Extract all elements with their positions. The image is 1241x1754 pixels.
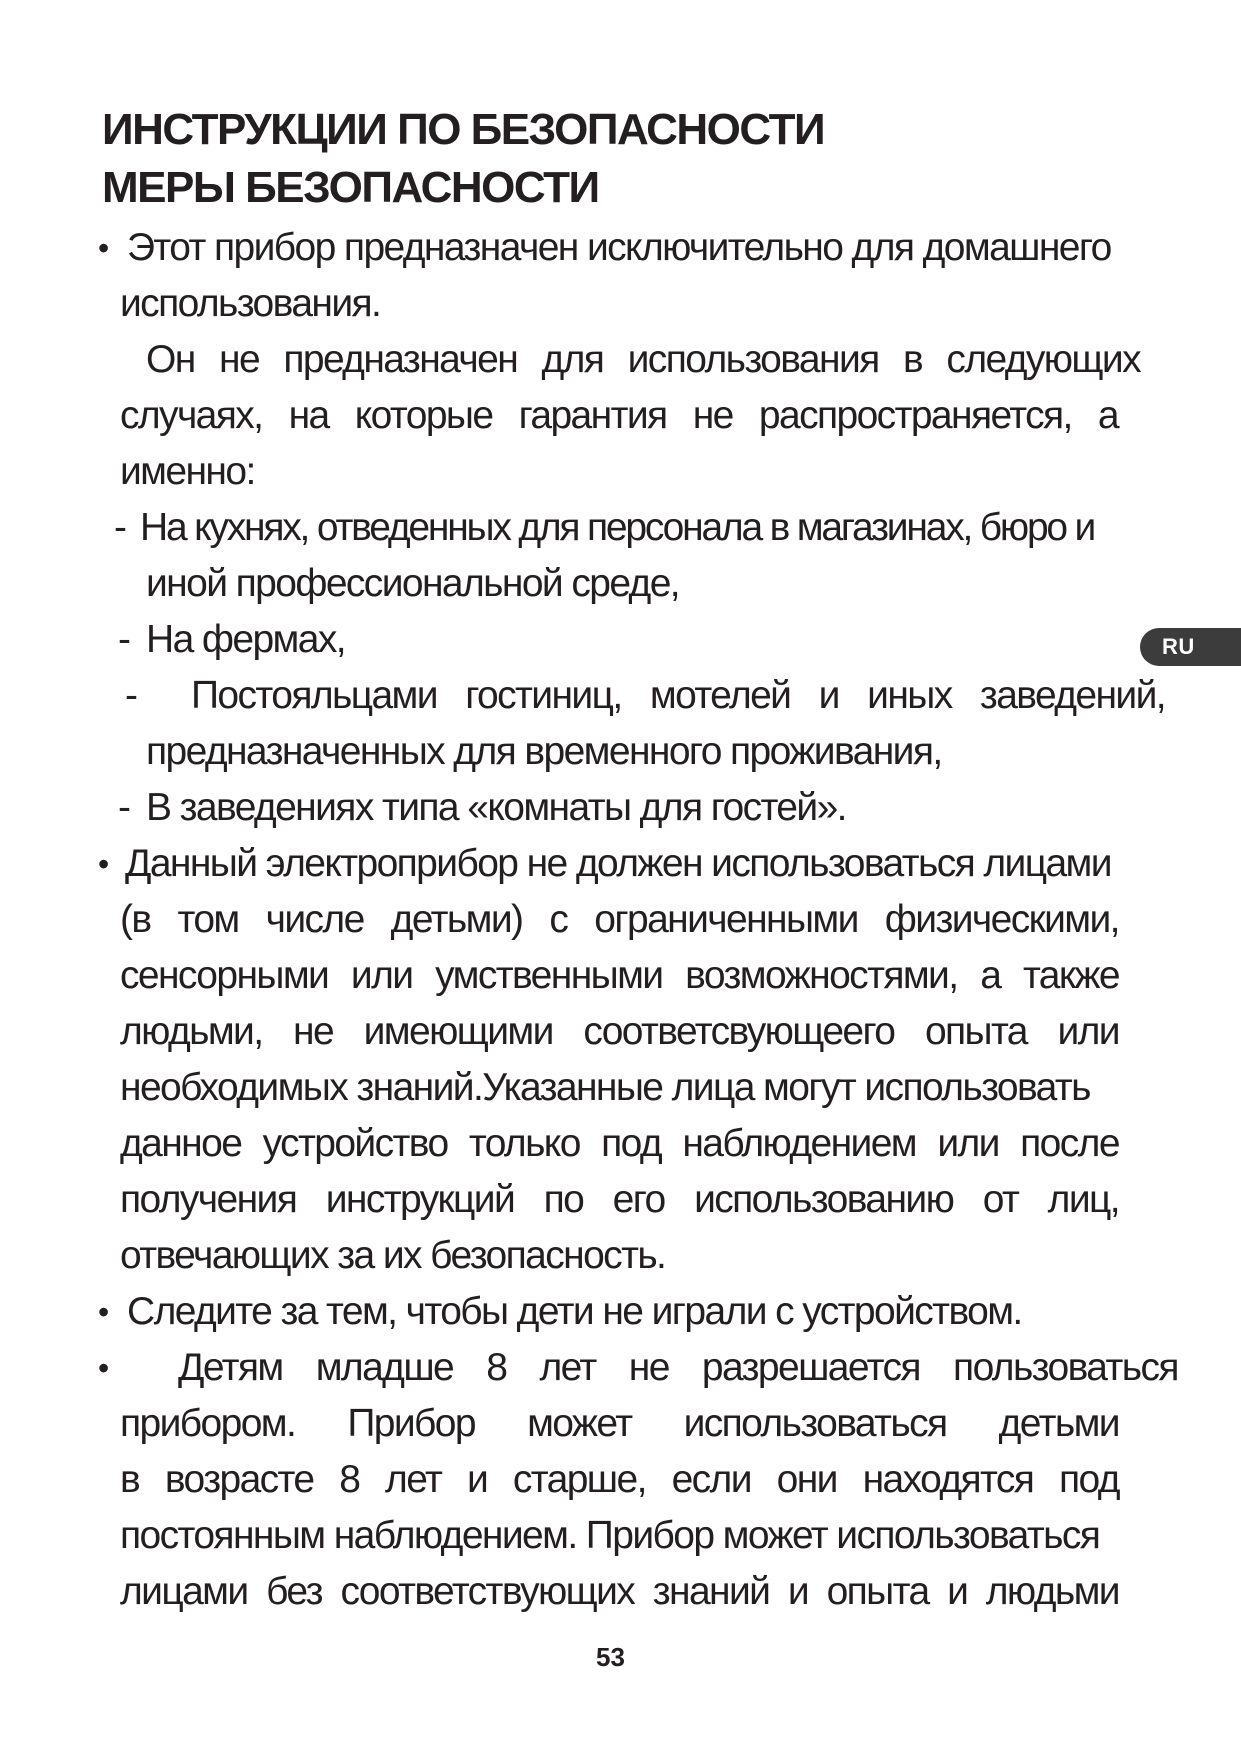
word: предназначен [283, 338, 518, 381]
paragraph-line: Следите за тем, чтобы дети не играли с устройством. [127, 1290, 1022, 1333]
paragraph-line: Данный электроприбор не должен использоваться лицами [125, 842, 1111, 885]
word: в [120, 1458, 140, 1501]
list-item-continuation: предназначенных для временного проживания, [146, 730, 942, 773]
word: Постояльцами [191, 674, 437, 717]
word: инструкций [325, 1178, 515, 1221]
list-item: В заведениях типа «комнаты для гостей». [146, 786, 846, 829]
word: не [628, 1346, 669, 1389]
list-item-continuation: иной профессиональной среде, [146, 562, 680, 605]
word: детьми) [390, 898, 523, 941]
word: соответствующих [340, 1570, 635, 1613]
paragraph-line [120, 1004, 1119, 1060]
word: возрасте [164, 1458, 314, 1501]
paragraph-line [146, 332, 1140, 388]
word: они [776, 1458, 837, 1501]
word: сенсорными [120, 954, 329, 997]
paragraph-line: Этот прибор предназначен исключительно для домашнего [127, 226, 1111, 269]
word: лицами [120, 1570, 248, 1613]
bullet-marker: • [98, 1350, 110, 1386]
word: на [288, 394, 329, 437]
paragraph-line [120, 948, 1119, 1004]
word: использованию [694, 1178, 954, 1221]
word: Прибор [347, 1402, 475, 1445]
word: старше, [512, 1458, 646, 1501]
word: числе [265, 898, 364, 941]
word: находятся [862, 1458, 1034, 1501]
word: после [1020, 1122, 1119, 1165]
section-title: ИНСТРУКЦИИ ПО БЕЗОПАСНОСТИ [102, 105, 825, 154]
word: по [543, 1178, 584, 1221]
word: наблюдением [682, 1122, 916, 1165]
word: для [541, 338, 604, 381]
word: лиц, [1047, 1178, 1119, 1221]
word: гостиниц, [465, 674, 622, 717]
word: случаях, [120, 394, 263, 437]
word: а [1097, 394, 1118, 437]
word: иных [867, 674, 952, 717]
paragraph-line [178, 1340, 1178, 1396]
word: младше [315, 1346, 454, 1389]
word: использования [627, 338, 879, 381]
word: распространяется, [758, 394, 1072, 437]
word: прибором. [120, 1402, 296, 1445]
bullet-marker: • [98, 1294, 110, 1330]
word: под [1058, 1458, 1119, 1501]
paragraph-line: использования. [120, 282, 381, 325]
language-badge: RU [1140, 628, 1241, 666]
paragraph-line: постоянным наблюдением. Прибор может использоваться [120, 1514, 1100, 1557]
word: Он [146, 338, 195, 381]
word: возможностями, [685, 954, 958, 997]
page-number: 53 [596, 1642, 625, 1672]
word: и [947, 1570, 968, 1613]
word: том [177, 898, 239, 941]
word: мотелей [649, 674, 791, 717]
dash-marker: - [114, 506, 127, 549]
word: лет [385, 1458, 442, 1501]
paragraph-line [120, 1452, 1119, 1508]
word: умственными [435, 954, 663, 997]
word: или [1057, 1010, 1119, 1053]
list-item: На кухнях, отведенных для персонала в магазинах, бюро и [140, 506, 1095, 549]
word: Детям [178, 1346, 283, 1389]
paragraph-line [120, 1116, 1119, 1172]
word: под [601, 1122, 662, 1165]
word: разрешается [701, 1346, 920, 1389]
word: гарантия [518, 394, 667, 437]
bullet-marker: • [98, 230, 110, 266]
word: физическими, [884, 898, 1119, 941]
word: не [293, 1010, 334, 1053]
word: без [266, 1570, 322, 1613]
word: устройство [262, 1122, 448, 1165]
section-subtitle: МЕРЫ БЕЗОПАСНОСТИ [102, 163, 599, 212]
word: а [980, 954, 1001, 997]
paragraph-line [120, 1396, 1119, 1452]
word: следующих [946, 338, 1140, 381]
word: пользоваться [953, 1346, 1178, 1389]
word: с [549, 898, 568, 941]
word: или [350, 954, 413, 997]
word: в [902, 338, 923, 381]
word: не [219, 338, 260, 381]
paragraph-line: отвечающих за их безопасность. [120, 1234, 666, 1277]
word: использоваться [683, 1402, 947, 1445]
word: только [468, 1122, 580, 1165]
paragraph-line [120, 1172, 1119, 1228]
word: соответсвующеего [583, 1010, 895, 1053]
word: также [1022, 954, 1119, 997]
word: 8 [339, 1458, 360, 1501]
word: не [692, 394, 733, 437]
word: если [671, 1458, 751, 1501]
word: получения [120, 1178, 297, 1221]
paragraph-line: необходимых знаний.Указанные лица могут использовать [120, 1066, 1090, 1109]
word: знаний [652, 1570, 770, 1613]
word: 8 [486, 1346, 507, 1389]
word: заведений, [979, 674, 1165, 717]
word: от [982, 1178, 1019, 1221]
word: или [937, 1122, 999, 1165]
word: и [818, 674, 839, 717]
word: которые [354, 394, 493, 437]
word: данное [120, 1122, 242, 1165]
list-item: На фермах, [146, 618, 345, 661]
dash-marker: - [118, 618, 131, 661]
bullet-marker: • [98, 846, 110, 882]
word: опыта [826, 1570, 929, 1613]
word: детьми [998, 1402, 1119, 1445]
list-item [191, 668, 1165, 724]
dash-marker: - [125, 674, 138, 717]
word: имеющими [363, 1010, 553, 1053]
word: людьми [985, 1570, 1119, 1613]
word: и [787, 1570, 809, 1613]
word: (в [120, 898, 151, 941]
word: может [527, 1402, 632, 1445]
paragraph-line: именно: [120, 450, 255, 493]
word: опыта [924, 1010, 1027, 1053]
dash-marker: - [118, 786, 131, 829]
word: ограниченными [594, 898, 858, 941]
paragraph-line [120, 1564, 1119, 1620]
paragraph-line [120, 388, 1118, 444]
paragraph-line [120, 892, 1119, 948]
word: людьми, [120, 1010, 263, 1053]
word: его [612, 1178, 665, 1221]
word: и [466, 1458, 488, 1501]
word: лет [539, 1346, 596, 1389]
